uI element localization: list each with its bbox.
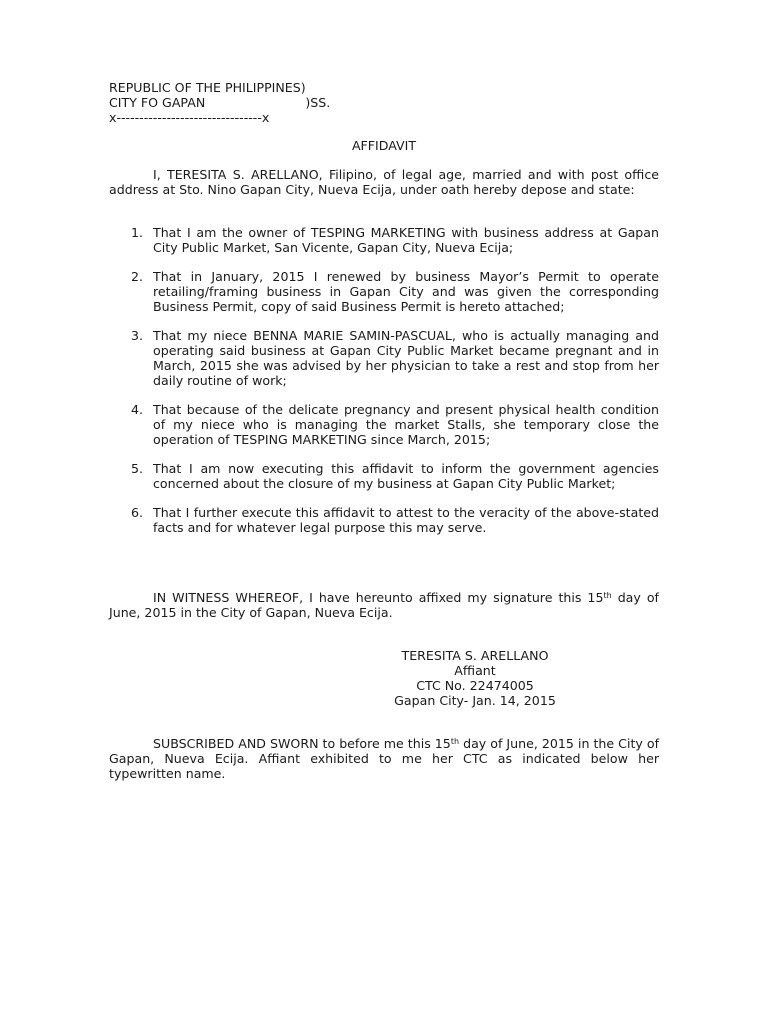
affiant-role: Affiant — [454, 663, 496, 678]
venue-country: REPUBLIC OF THE PHILIPPINES) — [109, 80, 306, 95]
signature-block — [360, 648, 590, 708]
intro-paragraph: I, TERESITA S. ARELLANO, Filipino, of legal age, married and with post office address at Sto. Nino Gapan City, Nueva Ecija, under oath hereby depose and state: — [109, 167, 659, 197]
ctc-place-date: Gapan City- Jan. 14, 2015 — [394, 693, 556, 708]
jurat-ordinal: th — [450, 737, 460, 746]
statements-list — [109, 225, 659, 549]
item-number: 2. — [130, 269, 143, 284]
item-text: That I am the owner of TESPING MARKETING with business address at Gapan City Public Market, San Vicente, Gapan City, Nueva Ecija; — [153, 225, 659, 255]
item-text: That my niece BENNA MARIE SAMIN-PASCUAL, who is actually managing and operating said business at Gapan City Public Market became pregnant and in March, 2015 she was advised by her physician to take a rest and stop from her daily routine of work; — [153, 328, 659, 388]
item-number: 1. — [130, 225, 143, 240]
venue-separator: x--------------------------------x — [109, 110, 270, 125]
jurat-text-end: day of June, 2015 in the City of Gapan, Nueva Ecija. Affiant exhibited to me her CTC as indicated below her typewritten name. — [109, 736, 660, 781]
jurat-paragraph — [109, 736, 659, 781]
jurat-text-start: SUBSCRIBED AND SWORN to before me this 15 — [153, 736, 451, 751]
item-text: That I am now executing this affidavit to inform the government agencies concerned about the closure of my business at Gapan City Public Market; — [153, 461, 659, 491]
ctc-number: CTC No. 22474005 — [416, 678, 534, 693]
item-number: 5. — [130, 461, 143, 476]
item-number: 6. — [130, 505, 143, 520]
witness-text-end: day of June, 2015 in the City of Gapan, Nueva Ecija. — [109, 590, 659, 620]
item-text: That I further execute this affidavit to attest to the veracity of the above-stated facts and for whatever legal purpose this may serve. — [153, 505, 659, 535]
document-title: AFFIDAVIT — [351, 138, 417, 153]
witness-ordinal: th — [603, 591, 612, 600]
item-text: That in January, 2015 I renewed by business Mayor’s Permit to operate retailing/framing business in Gapan City and was given the corresponding Business Permit, copy of said Business Permit is hereto attached; — [153, 269, 659, 314]
item-number: 4. — [130, 402, 143, 417]
venue-header — [109, 80, 330, 125]
list-item — [109, 225, 659, 255]
list-item — [109, 461, 659, 491]
item-text: That because of the delicate pregnancy and present physical health condition of my niece who is managing the market Stalls, she temporary close the operation of TESPING MARKETING since March, 2015; — [153, 402, 659, 447]
list-item — [109, 328, 659, 388]
list-item — [109, 505, 659, 535]
item-number: 3. — [130, 328, 143, 343]
venue-city: CITY FO GAPAN )SS. — [109, 95, 331, 110]
affiant-name: TERESITA S. ARELLANO — [401, 648, 549, 663]
list-item — [109, 269, 659, 314]
witness-text-start: IN WITNESS WHEREOF, I have hereunto affixed my signature this 15 — [153, 590, 604, 605]
list-item — [109, 402, 659, 447]
witness-paragraph — [109, 590, 659, 620]
